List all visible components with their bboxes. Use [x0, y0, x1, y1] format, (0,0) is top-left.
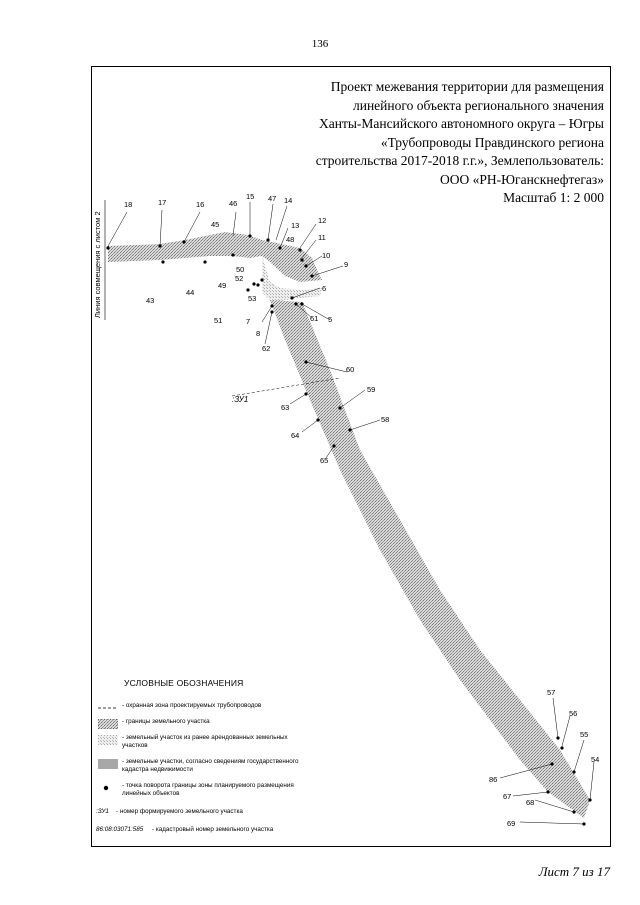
point-label: 54 — [591, 755, 600, 764]
point-label: 63 — [281, 403, 290, 412]
legend-text: - кадастровый номер земельного участка — [152, 826, 274, 833]
light-hatch-icon — [98, 735, 118, 745]
point-label: 14 — [284, 196, 293, 205]
point-label: 9 — [344, 260, 349, 269]
legend-code: :ЗУ1 — [96, 808, 109, 815]
title-line: строительства 2017-2018 г.г.», Землепользователь: — [315, 153, 604, 168]
point-label: 5 — [328, 315, 333, 324]
point-label: 48 — [286, 235, 295, 244]
point-label: 44 — [186, 288, 195, 297]
point-label: 16 — [196, 200, 205, 209]
point-label: 46 — [229, 199, 238, 208]
point-label: 47 — [268, 194, 277, 203]
point-label: 56 — [569, 709, 578, 718]
point-label: 86 — [489, 775, 498, 784]
point-label: 57 — [547, 688, 556, 697]
gray-fill-icon — [98, 759, 118, 769]
dash-line-icon — [98, 703, 118, 713]
point-label: 43 — [146, 296, 155, 305]
point-label: 60 — [346, 365, 355, 374]
title-line: Ханты-Мансийского автономного округа – Югры — [319, 116, 604, 131]
point-label: 15 — [246, 192, 255, 201]
point-label: 68 — [526, 798, 535, 807]
title-line: «Трубопроводы Правдинского региона — [380, 134, 604, 150]
point-label: 52 — [235, 274, 244, 283]
point-label: 11 — [318, 233, 326, 242]
scale-label: Масштаб 1: 2 000 — [503, 190, 604, 205]
legend-text: - границы земельного участка — [122, 718, 210, 725]
title-line: Проект межевания территории для размещения — [330, 79, 604, 94]
point-label: 45 — [211, 220, 220, 229]
point-label: 64 — [291, 431, 300, 440]
title-line: ООО «РН-Юганскнефтегаз» — [440, 171, 604, 187]
point-label: 53 — [248, 294, 257, 303]
point-label: 13 — [291, 221, 300, 230]
page-number: 136 — [311, 38, 329, 50]
sheet-footer: Лист 7 из 17 — [538, 864, 610, 879]
point-label: 51 — [214, 316, 223, 325]
point-label: 59 — [367, 385, 376, 394]
point-label: 7 — [246, 317, 251, 326]
match-line-label: Линия совмещения с листом 2 — [93, 211, 102, 318]
parcel-corridor-west — [108, 232, 262, 262]
point-label: 62 — [262, 344, 271, 353]
legend-text: - точка поворота границы зоны планируемого размещения линейных объектов — [122, 782, 294, 797]
dotted-hatch-icon — [98, 719, 118, 729]
legend-text: - земельные участки, согласно сведениям государственного кадастра недвижимости — [122, 758, 299, 773]
legend-title: УСЛОВНЫЕ ОБОЗНАЧЕНИЯ — [124, 678, 244, 688]
black-dot-icon — [98, 783, 118, 793]
point-label: 17 — [158, 198, 167, 207]
point-label: 10 — [322, 251, 331, 260]
legend-text: - охранная зона проектируемых трубопроводов — [122, 702, 262, 709]
legend-text: - земельный участок из ранее арендованных земельных участков — [122, 734, 288, 749]
parcel-corridor-main — [270, 300, 590, 818]
point-label: 69 — [507, 819, 516, 828]
title-line: линейного объекта регионального значения — [352, 97, 604, 113]
point-label: 12 — [318, 216, 327, 225]
point-label: 58 — [381, 415, 390, 424]
point-label: 65 — [320, 456, 329, 465]
point-label: 6 — [322, 284, 327, 293]
point-label: 50 — [236, 265, 245, 274]
point-label: 67 — [503, 792, 512, 801]
legend-code: 86:08:03071:585 — [96, 826, 144, 833]
point-label: 61 — [310, 314, 319, 323]
point-label: 8 — [256, 329, 261, 338]
legend-text: - номер формируемого земельного участка — [116, 808, 243, 815]
parcel-label: :ЗУ1 — [232, 395, 249, 404]
point-label: 55 — [580, 730, 589, 739]
point-label: 49 — [218, 281, 227, 290]
point-label: 18 — [124, 200, 133, 209]
